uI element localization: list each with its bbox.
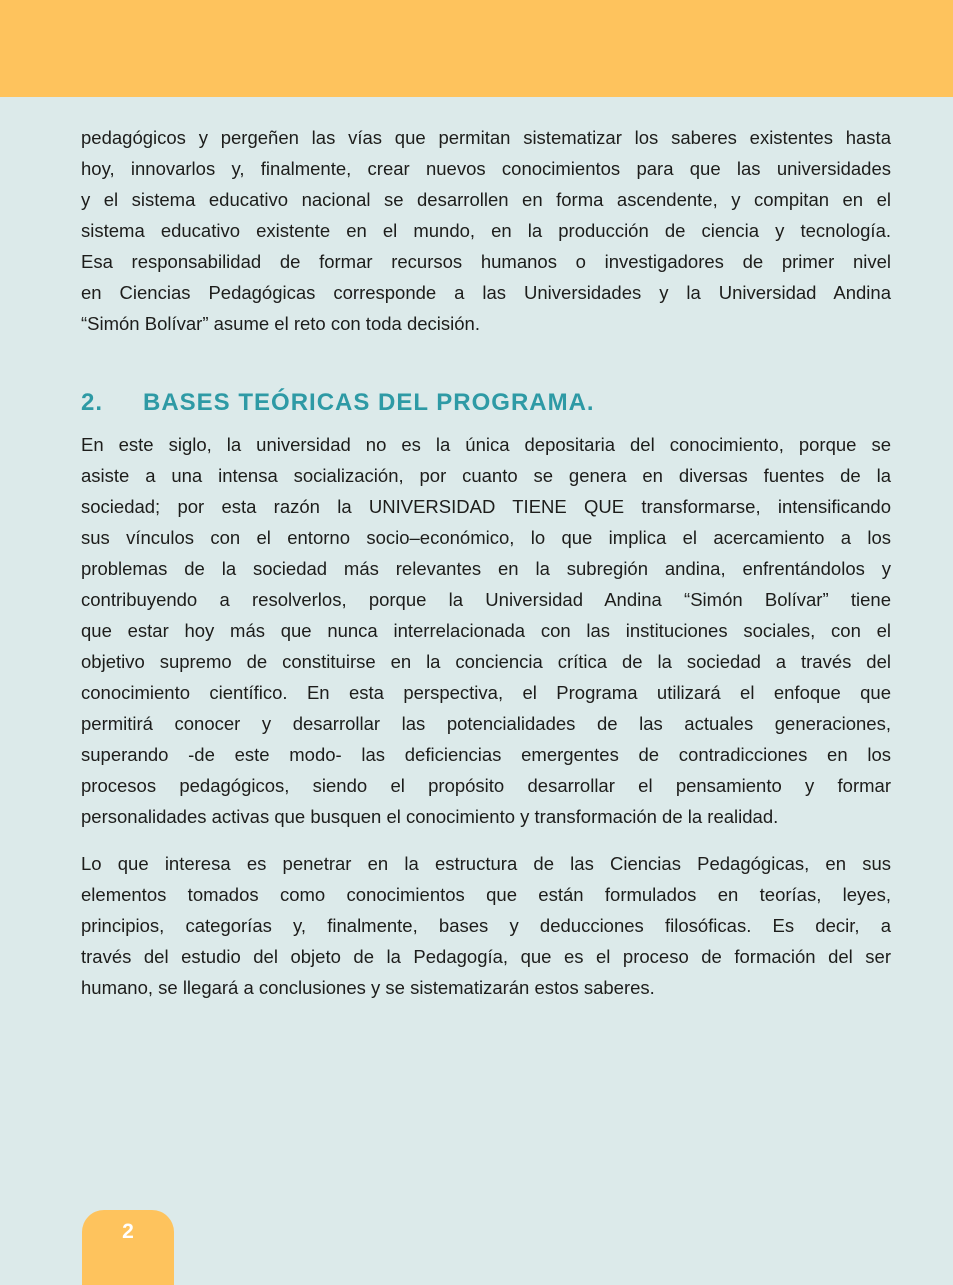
text-line: conocimiento científico. En esta perspectiva, el Programa utilizará el enfoque que bbox=[81, 682, 891, 703]
page-number-tab bbox=[82, 1210, 174, 1285]
paragraph-2 bbox=[81, 429, 891, 832]
paragraph-3 bbox=[81, 848, 891, 1003]
text-line: permitirá conocer y desarrollar las potencialidades de las actuales generaciones, bbox=[81, 713, 891, 734]
text-line: sus vínculos con el entorno socio–económico, lo que implica el acercamiento a los bbox=[81, 527, 891, 548]
text-line: y el sistema educativo nacional se desarrollen en forma ascendente, y compitan en el bbox=[81, 189, 891, 210]
text-line: que estar hoy más que nunca interrelacionada con las instituciones sociales, con el bbox=[81, 620, 891, 641]
header-band bbox=[0, 0, 953, 97]
text-line: “Simón Bolívar” asume el reto con toda decisión. bbox=[81, 313, 480, 334]
text-line: pedagógicos y pergeñen las vías que permitan sistematizar los saberes existentes hasta bbox=[81, 127, 891, 148]
page-number: 2 bbox=[122, 1220, 134, 1243]
text-line: hoy, innovarlos y, finalmente, crear nuevos conocimientos para que las universidades bbox=[81, 158, 891, 179]
text-line: través del estudio del objeto de la Pedagogía, que es el proceso de formación del ser bbox=[81, 946, 891, 967]
text-line: sociedad; por esta razón la UNIVERSIDAD TIENE QUE transformarse, intensificando bbox=[81, 496, 891, 517]
page-body bbox=[81, 122, 891, 1003]
text-line: en Ciencias Pedagógicas corresponde a las Universidades y la Universidad Andina bbox=[81, 282, 891, 303]
text-line: personalidades activas que busquen el conocimiento y transformación de la realidad. bbox=[81, 806, 779, 827]
text-line: superando -de este modo- las deficiencias emergentes de contradicciones en los bbox=[81, 744, 891, 765]
paragraph-1 bbox=[81, 122, 891, 339]
text-line: procesos pedagógicos, siendo el propósito desarrollar el pensamiento y formar bbox=[81, 775, 891, 796]
text-line: elementos tomados como conocimientos que están formulados en teorías, leyes, bbox=[81, 884, 891, 905]
text-line: humano, se llegará a conclusiones y se sistematizarán estos saberes. bbox=[81, 977, 655, 998]
section-heading bbox=[81, 383, 891, 423]
text-line: contribuyendo a resolverlos, porque la Universidad Andina “Simón Bolívar” tiene bbox=[81, 589, 891, 610]
text-line: Esa responsabilidad de formar recursos humanos o investigadores de primer nivel bbox=[81, 251, 891, 272]
text-line: principios, categorías y, finalmente, bases y deducciones filosóficas. Es decir, a bbox=[81, 915, 891, 936]
text-line: asiste a una intensa socialización, por cuanto se genera en diversas fuentes de la bbox=[81, 465, 891, 486]
text-line: objetivo supremo de constituirse en la conciencia crítica de la sociedad a través del bbox=[81, 651, 891, 672]
text-line: problemas de la sociedad más relevantes en la subregión andina, enfrentándolos y bbox=[81, 558, 891, 579]
section-number: 2. bbox=[81, 389, 104, 416]
text-line: Lo que interesa es penetrar en la estructura de las Ciencias Pedagógicas, en sus bbox=[81, 853, 891, 874]
text-line: En este siglo, la universidad no es la única depositaria del conocimiento, porque se bbox=[81, 434, 891, 455]
section-title: BASES TEÓRICAS DEL PROGRAMA. bbox=[143, 389, 595, 416]
text-line: sistema educativo existente en el mundo, en la producción de ciencia y tecnología. bbox=[81, 220, 891, 241]
